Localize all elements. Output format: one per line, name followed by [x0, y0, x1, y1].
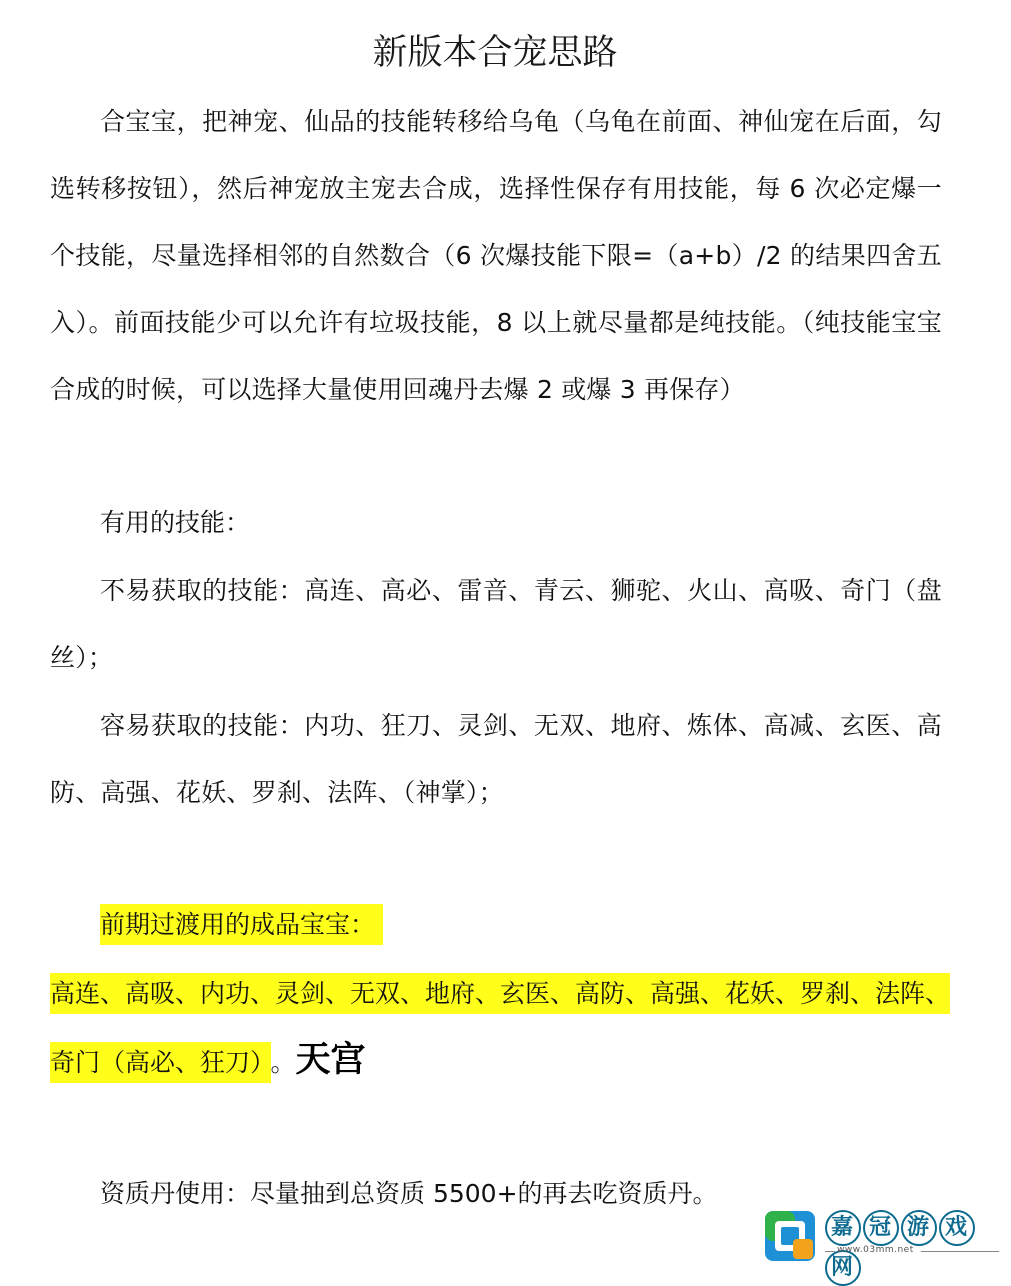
watermark-char: 冠	[863, 1210, 899, 1246]
easy-skills-paragraph: 容易获取的技能：内功、狂刀、灵剑、无双、地府、炼体、高减、玄医、高防、高强、花妖、罗刹、法阵、（神掌）；	[50, 711, 942, 807]
watermark-logo-icon	[763, 1209, 817, 1263]
early-pets-heading: 前期过渡用的成品宝宝：	[100, 904, 383, 945]
useful-skills-heading: 有用的技能：	[100, 508, 251, 537]
page-title: 新版本合宠思路	[372, 33, 618, 73]
early-pets-line-1: 高连、高吸、内功、灵剑、无双、地府、玄医、高防、高强、花妖、罗刹、法阵、	[50, 973, 950, 1014]
watermark-char: 戏	[939, 1210, 975, 1246]
watermark-rule-left	[825, 1251, 835, 1252]
early-pets-period: 。	[270, 1048, 296, 1077]
early-pets-line-2: 奇门（高必、狂刀）	[50, 1042, 271, 1083]
watermark-url: www.03mm.net	[837, 1245, 914, 1255]
pill-usage-text: 资质丹使用：尽量抽到总资质 5500+的再去吃资质丹。	[100, 1179, 718, 1208]
early-pets-line-1-row	[50, 974, 950, 1014]
watermark-char: 网	[825, 1250, 861, 1286]
site-watermark	[763, 1206, 1003, 1280]
tiangong-label: 天宫	[295, 1040, 366, 1080]
hard-skills-paragraph: 不易获取的技能：高连、高必、雷音、青云、狮驼、火山、高吸、奇门（盘丝）；	[50, 576, 942, 672]
intro-paragraph: 合宝宝，把神宠、仙品的技能转移给乌龟（乌龟在前面、神仙宠在后面，勾选转移按钮），然后神宠放主宠去合成，选择性保存有用技能，每 6 次必定爆一个技能，尽量选择相邻的自然数合（6 次爆技能下限=（a+b）/2 的结果四舍五入）。前面技能少可以允许有垃圾技能，8 以上就尽量都是纯技能。（纯技能宝宝合成的时候，可以选择大量使用回魂丹去爆 2 或爆 3 再保存）	[50, 107, 942, 404]
watermark-char: 游	[901, 1210, 937, 1246]
watermark-char: 嘉	[825, 1210, 861, 1246]
early-pets-heading-row	[100, 905, 383, 945]
watermark-rule-right	[921, 1251, 999, 1252]
early-pets-line-2-row	[50, 1040, 366, 1083]
